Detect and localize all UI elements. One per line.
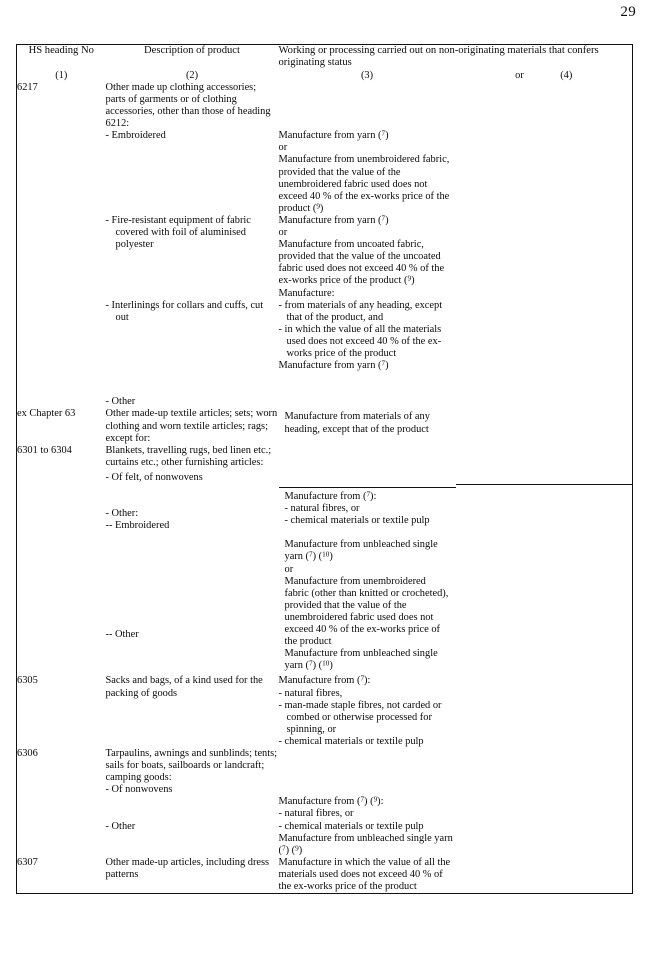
table-row: [17, 857, 633, 894]
desc-item-other: - Other: [105, 396, 136, 408]
hs-code: 6306: [17, 747, 38, 759]
table-row: [17, 675, 633, 748]
table-colnum-row: [17, 70, 633, 82]
header-working-processing: Working or processing carried out on non-originating materials that confers originating status: [278, 45, 599, 69]
work-6306-lead: Manufacture from ($^7$) ($^9$):: [278, 795, 384, 808]
colnum-4: [456, 70, 633, 82]
work-fire-1: Manufacture from yarn ($^7$): [278, 214, 389, 226]
table-row: [17, 748, 633, 857]
row-desc-6305: [106, 675, 279, 748]
row-work-6305: [279, 675, 456, 748]
hs-code-secondary: 6301 to 6304: [17, 444, 72, 456]
desc-item-other: -- Other: [105, 629, 139, 641]
row-alt-6307: [456, 857, 633, 894]
work-interlinings-b2: - in which the value of all the materials used does not exceed 40 % of the ex-works price of the product: [278, 323, 442, 359]
row-work-ex63: [279, 408, 456, 675]
work-6305-b2: - man-made staple fibres, not carded or combed or otherwise processed for spinning, or: [278, 699, 442, 735]
work-6306-other: Manufacture from unbleached single yarn ($^7$) ($^9$): [278, 832, 453, 856]
work-6305-b1: - natural fibres,: [278, 687, 343, 699]
header-description: Description of product: [144, 45, 240, 56]
work-emb-or: or: [284, 563, 294, 575]
row-hs-6305: [17, 675, 106, 748]
hs-code: 6307: [17, 856, 38, 868]
desc-item-embroidered: -- Embroidered: [105, 520, 170, 532]
desc-intro: Sacks and bags, of a kind used for the packing of goods: [105, 675, 263, 699]
table-row: [17, 408, 633, 675]
hs-code: 6305: [17, 675, 38, 687]
hs-code: ex Chapter 63: [17, 408, 76, 420]
work-felt-lead: Manufacture from ($^7$):: [284, 490, 377, 502]
work-fire-or: or: [278, 227, 288, 239]
row-hs-6217: [17, 82, 106, 409]
desc-item-embroidered: - Embroidered: [105, 130, 166, 142]
work-6306-b1: - natural fibres, or: [278, 808, 354, 820]
desc-item-interlinings: - Interlinings for collars and cuffs, cut out: [105, 299, 264, 323]
row-work-6217: [279, 82, 456, 409]
desc-item-of-nonwovens: - Of nonwovens: [105, 784, 173, 796]
work-fire-2: Manufacture from uncoated fabric, provided that the value of the uncoated fabric used does not exceed 40 % of the ex-works price of the product ($^9$): [278, 239, 445, 287]
work-embroidered-2: Manufacture from unembroidered fabric, provided that the value of the unembroidered fabric used does not exceed 40 % of the ex-works price of the product ($^9$): [278, 154, 450, 214]
row-alt-ex63: [456, 408, 633, 675]
work-6306-b2: - chemical materials or textile pulp: [278, 820, 424, 832]
desc-item-other: - Other: [105, 820, 136, 832]
work-interlinings-lead: Manufacture:: [278, 287, 335, 299]
row-hs-ex63: [17, 408, 106, 675]
colnum-1: (1): [55, 69, 68, 81]
colnum-3: (3): [360, 69, 374, 81]
work-emb-1: Manufacture from unbleached single yarn ($^7$) ($^{10}$): [284, 539, 438, 563]
row-alt-6305: [456, 675, 633, 748]
row-alt-6306: [456, 748, 633, 857]
work-other-6217: Manufacture from yarn ($^7$): [278, 359, 389, 372]
row-work-6306: [279, 748, 456, 857]
hs-code: 6217: [17, 81, 38, 93]
desc-item-fire-resistant: - Fire-resistant equipment of fabric covered with foil of aluminised polyester: [105, 214, 251, 251]
work-ex63-top: Manufacture from materials of any heading, except that of the product: [284, 411, 430, 435]
desc-item-other-group: - Other:: [105, 508, 139, 520]
table-row: [17, 82, 633, 409]
work-6305-lead: Manufacture from ($^7$):: [278, 674, 371, 687]
desc-intro: Other made-up articles, including dress patterns: [105, 856, 270, 880]
row-desc-6217: [106, 82, 279, 409]
origin-rules-table: [16, 44, 633, 894]
desc-intro: Other made-up textile articles; sets; worn clothing and worn textile articles; rags; except for:: [105, 408, 278, 444]
work-interlinings-b1: - from materials of any heading, except that of the product, and: [278, 299, 443, 323]
row-hs-6306: [17, 748, 106, 857]
work-other-ex63: Manufacture from unbleached single yarn ($^7$) ($^{10}$): [284, 648, 438, 672]
colnum-or: or: [515, 69, 524, 81]
work-6305-b3: - chemical materials or textile pulp: [278, 735, 424, 747]
desc-intro: Tarpaulins, awnings and sunblinds; tents; sails for boats, sailboards or landcraft; camping goods:: [105, 747, 278, 784]
row-alt-6217: [456, 82, 633, 409]
colnum-4-label: (4): [560, 69, 573, 81]
work-6307: Manufacture in which the value of all the materials used does not exceed 40 % of the ex-works price of the product: [278, 856, 451, 892]
row-desc-ex63: [106, 408, 279, 675]
row-desc-6306: [106, 748, 279, 857]
work-embroidered-1: Manufacture from yarn ($^7$): [278, 129, 389, 142]
work-emb-2: Manufacture from unembroidered fabric (other than knitted or crocheted), provided that the value of the unembroidered fabric used does not exceed 40 % of the ex-works price of the product: [284, 575, 449, 648]
desc-intro-2: Blankets, travelling rugs, bed linen etc.; curtains etc.; other furnishing articles:: [105, 444, 272, 468]
desc-intro: Other made up clothing accessories; parts of garments or of clothing accessories, other than those of heading 6212:: [105, 81, 271, 130]
row-hs-6307: [17, 857, 106, 894]
page-number: 29: [620, 4, 636, 20]
header-hs-heading: HS heading No: [28, 45, 94, 56]
work-felt-b1: - natural fibres, or: [284, 503, 360, 515]
row-work-6307: [279, 857, 456, 894]
table-header-row: [17, 45, 633, 70]
colnum-2: (2): [185, 69, 199, 81]
row-desc-6307: [106, 857, 279, 894]
work-embroidered-or: or: [278, 142, 288, 154]
desc-item-felt-nonwovens: - Of felt, of nonwovens: [105, 471, 203, 483]
work-felt-b2: - chemical materials or textile pulp: [284, 515, 430, 527]
